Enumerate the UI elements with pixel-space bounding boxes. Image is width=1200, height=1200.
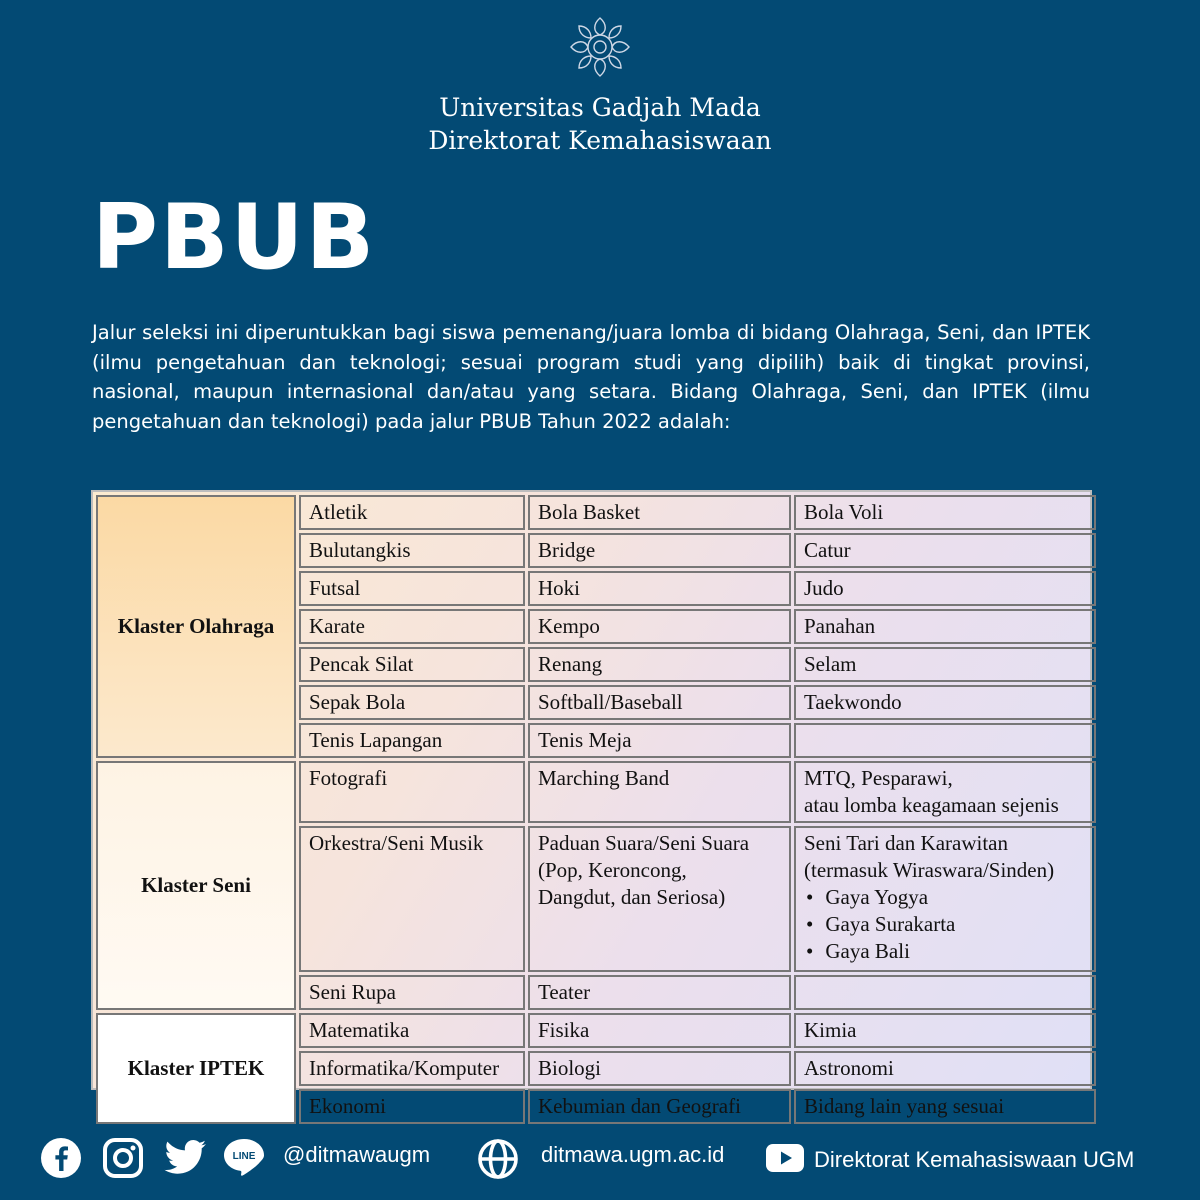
table-cell: Judo: [794, 571, 1096, 606]
cluster-olahraga-label: Klaster Olahraga: [96, 495, 296, 758]
cell-line: (termasuk Wiraswara/Sinden): [804, 858, 1055, 882]
table-cell: Biologi: [528, 1051, 791, 1086]
table-cell: Bridge: [528, 533, 791, 568]
twitter-icon[interactable]: [164, 1137, 208, 1177]
youtube-channel[interactable]: Direktorat Kemahasiswaan UGM: [814, 1147, 1135, 1172]
list-item: • Gaya Yogya: [806, 884, 1086, 911]
table-cell: Seni Rupa: [299, 975, 525, 1010]
table-cell: [794, 723, 1096, 758]
table-cell: Tenis Meja: [528, 723, 791, 758]
table-cell: Matematika: [299, 1013, 525, 1048]
cluster-iptek-label: Klaster IPTEK: [96, 1013, 296, 1124]
cluster-seni-label: Klaster Seni: [96, 761, 296, 1010]
table-cell: Softball/Baseball: [528, 685, 791, 720]
table-cell: Fisika: [528, 1013, 791, 1048]
table-cell: Bola Voli: [794, 495, 1096, 530]
table-cell: Taekwondo: [794, 685, 1096, 720]
table-cell: Bidang lain yang sesuai: [794, 1089, 1096, 1124]
style-list: [804, 884, 1086, 965]
table-cell: Sepak Bola: [299, 685, 525, 720]
table-cell: Selam: [794, 647, 1096, 682]
instagram-icon[interactable]: [102, 1137, 144, 1179]
page-title: PBUB: [92, 185, 377, 290]
table-cell: Teater: [528, 975, 791, 1010]
table-cell: Marching Band: [528, 761, 791, 823]
table-cell: Astronomi: [794, 1051, 1096, 1086]
table-cell: Bola Basket: [528, 495, 791, 530]
facebook-icon[interactable]: [40, 1137, 82, 1179]
cell-line: Dangdut, dan Seriosa): [538, 885, 726, 909]
table-row: [96, 495, 1096, 530]
table-row: [96, 761, 1096, 823]
table-cell: Panahan: [794, 609, 1096, 644]
table-cell: Orkestra/Seni Musik: [299, 826, 525, 972]
table-cell: Kimia: [794, 1013, 1096, 1048]
cell-line: (Pop, Keroncong,: [538, 858, 687, 882]
table-cell: [528, 826, 791, 972]
table-cell: [794, 826, 1096, 972]
table-cell: Fotografi: [299, 761, 525, 823]
description-paragraph: Jalur seleksi ini diperuntukkan bagi siswa pemenang/juara lomba di bidang Olahraga, Seni, dan IPTEK (ilmu pengetahuan dan teknologi; sesuai program studi yang dipilih) baik di tingkat provinsi, nasional, maupun internasional dan/atau yang setara. Bidang Olahraga, Seni, dan IPTEK (ilmu pengetahuan dan teknologi) pada jalur PBUB Tahun 2022 adalah:: [92, 321, 1090, 433]
table-cell: Futsal: [299, 571, 525, 606]
list-item: • Gaya Bali: [806, 938, 1086, 965]
ugm-logo: [567, 14, 633, 80]
table-cell: Informatika/Komputer: [299, 1051, 525, 1086]
table-cell: Hoki: [528, 571, 791, 606]
table-cell: Catur: [794, 533, 1096, 568]
table-cell: Renang: [528, 647, 791, 682]
table-cell: Tenis Lapangan: [299, 723, 525, 758]
table-cell: Pencak Silat: [299, 647, 525, 682]
youtube-icon[interactable]: [766, 1144, 804, 1172]
table-cell: Karate: [299, 609, 525, 644]
cell-line: MTQ, Pesparawi,: [804, 766, 953, 790]
cluster-table: [91, 490, 1092, 1118]
cell-line: atau lomba keagamaan sejenis: [804, 793, 1059, 817]
table-cell: [794, 975, 1096, 1010]
table-cell: Kebumian dan Geografi: [528, 1089, 791, 1124]
table-cell: Ekonomi: [299, 1089, 525, 1124]
table-row: [96, 1013, 1096, 1048]
directorate-name: Direktorat Kemahasiswaan: [428, 126, 772, 155]
cell-line: Paduan Suara/Seni Suara: [538, 831, 750, 855]
table-cell: Kempo: [528, 609, 791, 644]
table-cell: Atletik: [299, 495, 525, 530]
line-icon-text: LINE: [232, 1151, 256, 1162]
institution-name: Universitas Gadjah Mada: [439, 93, 761, 122]
website-link[interactable]: ditmawa.ugm.ac.id: [541, 1142, 725, 1167]
line-icon[interactable]: [222, 1137, 266, 1179]
table-cell: [794, 761, 1096, 823]
table-cell: Bulutangkis: [299, 533, 525, 568]
social-handle[interactable]: @ditmawaugm: [283, 1142, 431, 1167]
list-item: • Gaya Surakarta: [806, 911, 1086, 938]
globe-icon: [476, 1137, 520, 1181]
cell-line: Seni Tari dan Karawitan: [804, 831, 1008, 855]
